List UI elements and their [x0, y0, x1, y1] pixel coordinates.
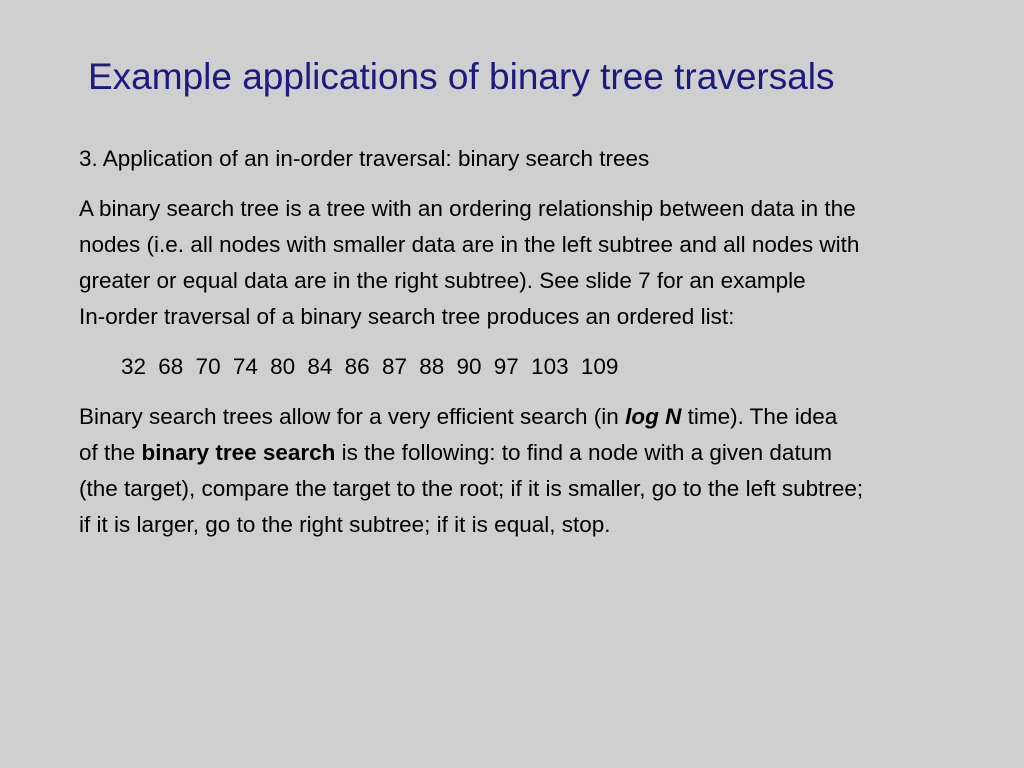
paragraph-line: In-order traversal of a binary search tree produces an ordered list: — [79, 304, 735, 329]
text-run: time). The idea — [681, 404, 838, 429]
emphasis-binary-tree-search: binary tree search — [141, 440, 336, 465]
spacer — [79, 335, 999, 349]
text-run: of the — [79, 440, 142, 465]
slide-title: Example applications of binary tree traversals — [88, 56, 835, 97]
text-run: is the following: to find a node with a given datum — [335, 440, 832, 465]
text-run: Binary search trees allow for a very efficient search (in — [79, 404, 626, 429]
emphasis-log-n: log N — [625, 404, 682, 429]
spacer — [79, 385, 999, 399]
paragraph-line: if it is larger, go to the right subtree; if it is equal, stop. — [79, 512, 611, 537]
paragraph-line: (the target), compare the target to the root; if it is smaller, go to the left subtree; — [79, 476, 864, 501]
paragraph-line: greater or equal data are in the right subtree). See slide 7 for an example — [79, 268, 806, 293]
ordered-list: 32 68 70 74 80 84 86 87 88 90 97 103 109 — [121, 354, 619, 379]
paragraph-line — [79, 399, 999, 435]
section-heading: 3. Application of an in-order traversal: binary search trees — [79, 146, 650, 171]
paragraph-line — [79, 435, 999, 471]
spacer — [79, 177, 999, 191]
paragraph-line: nodes (i.e. all nodes with smaller data are in the left subtree and all nodes with — [79, 232, 860, 257]
slide-body — [79, 141, 999, 543]
paragraph-line: A binary search tree is a tree with an ordering relationship between data in the — [79, 196, 856, 221]
